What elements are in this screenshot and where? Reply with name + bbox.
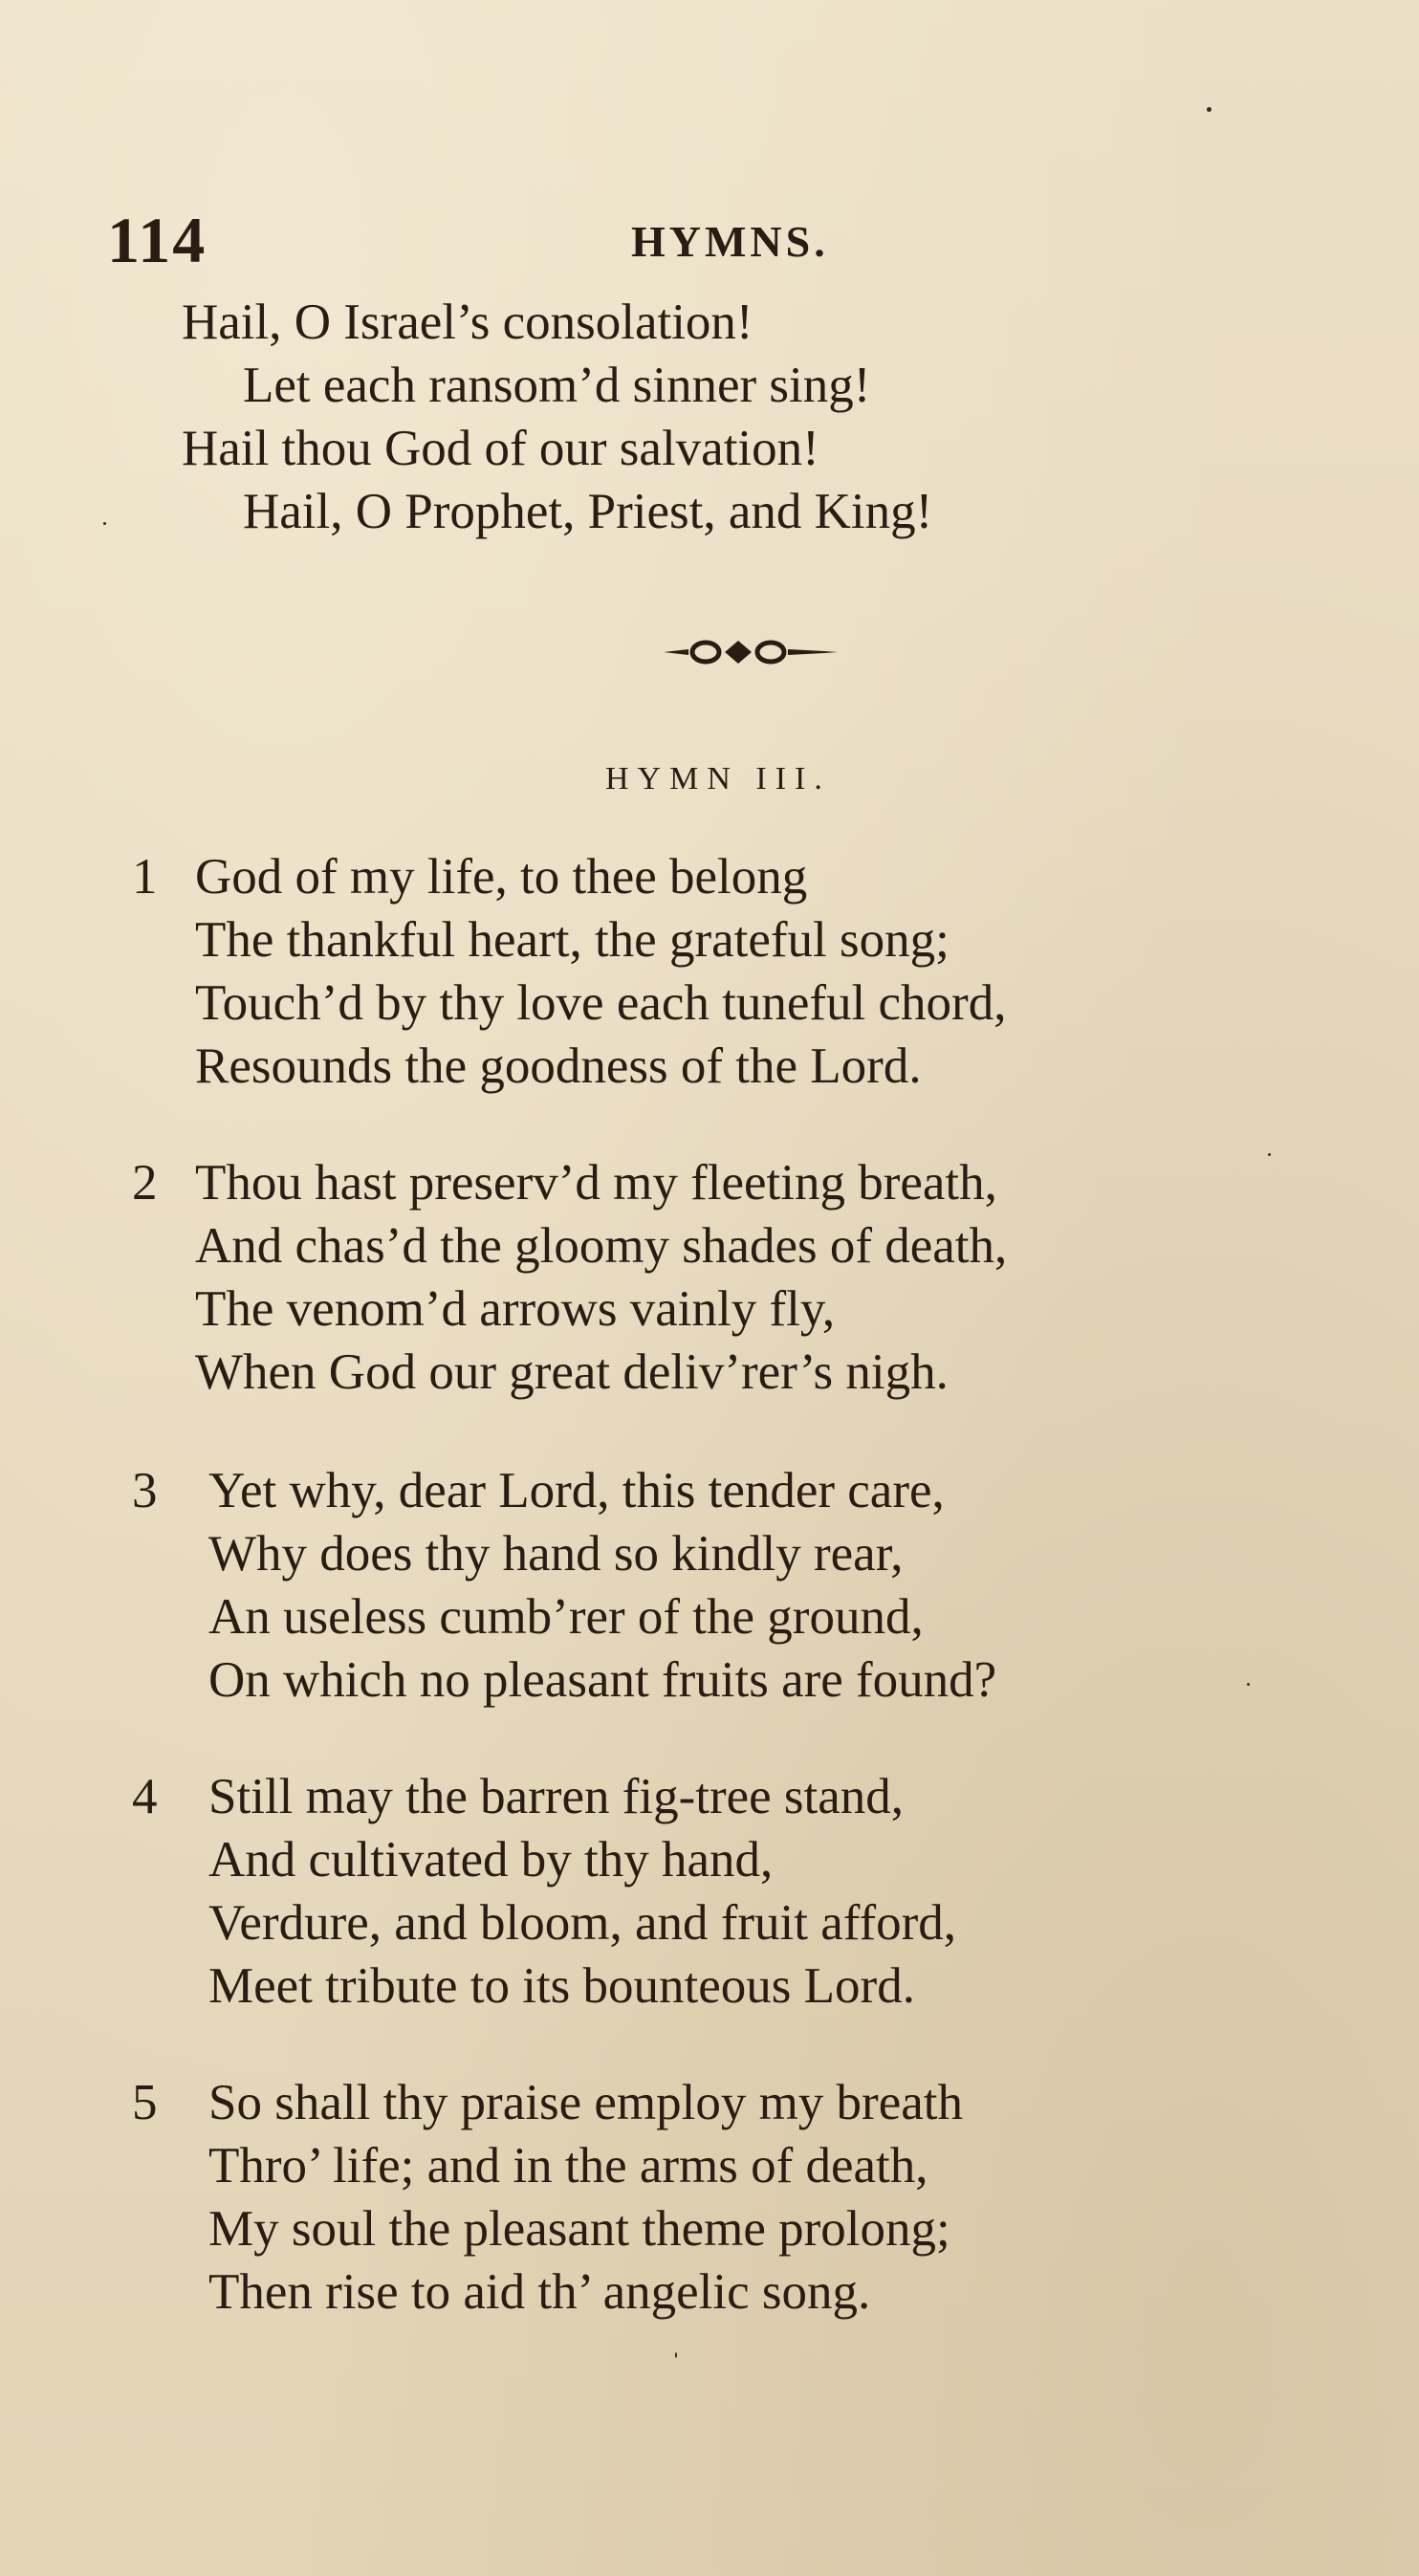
stanza-line: Then rise to aid th’ angelic song. <box>208 2264 871 2320</box>
stanza-line: My soul the pleasant theme prolong; <box>208 2201 950 2257</box>
stanza-line: On which no pleasant fruits are found? <box>208 1652 997 1708</box>
section-ornament-divider <box>660 633 841 671</box>
verse-line: Hail thou God of our salvation! <box>182 421 819 476</box>
stanza-line: And cultivated by thy hand, <box>208 1832 774 1888</box>
stanza-line: Thro’ life; and in the arms of death, <box>208 2138 928 2194</box>
stanza-line: An useless cumb’rer of the ground, <box>208 1589 924 1645</box>
verse-line: Hail, O Israel’s consolation! <box>182 295 753 350</box>
running-head: HYMNS. <box>631 217 829 266</box>
stanza-line: Verdure, and bloom, and fruit afford, <box>208 1895 957 1951</box>
stanza-line: God of my life, to thee belong <box>195 849 808 905</box>
stanza-line: So shall thy praise employ my breath <box>208 2075 963 2130</box>
stanza-line: Meet tribute to its bounteous Lord. <box>208 1958 915 2014</box>
stanza-line: Yet why, dear Lord, this tender care, <box>208 1463 945 1518</box>
stanza-number: 1 <box>132 849 158 905</box>
stanza-line: The venom’d arrows vainly fly, <box>195 1281 836 1337</box>
stanza-line: Resounds the goodness of the Lord. <box>195 1038 922 1094</box>
verse-line: Hail, O Prophet, Priest, and King! <box>243 484 933 539</box>
stanza-line: When God our great deliv’rer’s nigh. <box>195 1344 949 1400</box>
stanza-line: Thou hast preserv’d my fleeting breath, <box>195 1155 997 1211</box>
stanza-line: Touch’d by thy love each tuneful chord, <box>195 975 1007 1031</box>
stanza-number: 2 <box>132 1155 158 1211</box>
stanza-line: The thankful heart, the grateful song; <box>195 912 950 968</box>
stanza-number: 5 <box>132 2075 158 2130</box>
stanza-number: 3 <box>132 1463 158 1518</box>
page-number: 114 <box>107 204 207 276</box>
page-header <box>107 203 1312 279</box>
closing-verse <box>182 291 932 543</box>
stanza-line: Still may the barren fig-tree stand, <box>208 1769 905 1824</box>
stanza-number: 4 <box>132 1769 158 1824</box>
hymn-title: HYMN III. <box>605 761 831 797</box>
verse-line: Let each ransom’d sinner sing! <box>243 358 871 413</box>
stanza-line: And chas’d the gloomy shades of death, <box>195 1218 1008 1274</box>
stanza-line: Why does thy hand so kindly rear, <box>208 1526 904 1582</box>
